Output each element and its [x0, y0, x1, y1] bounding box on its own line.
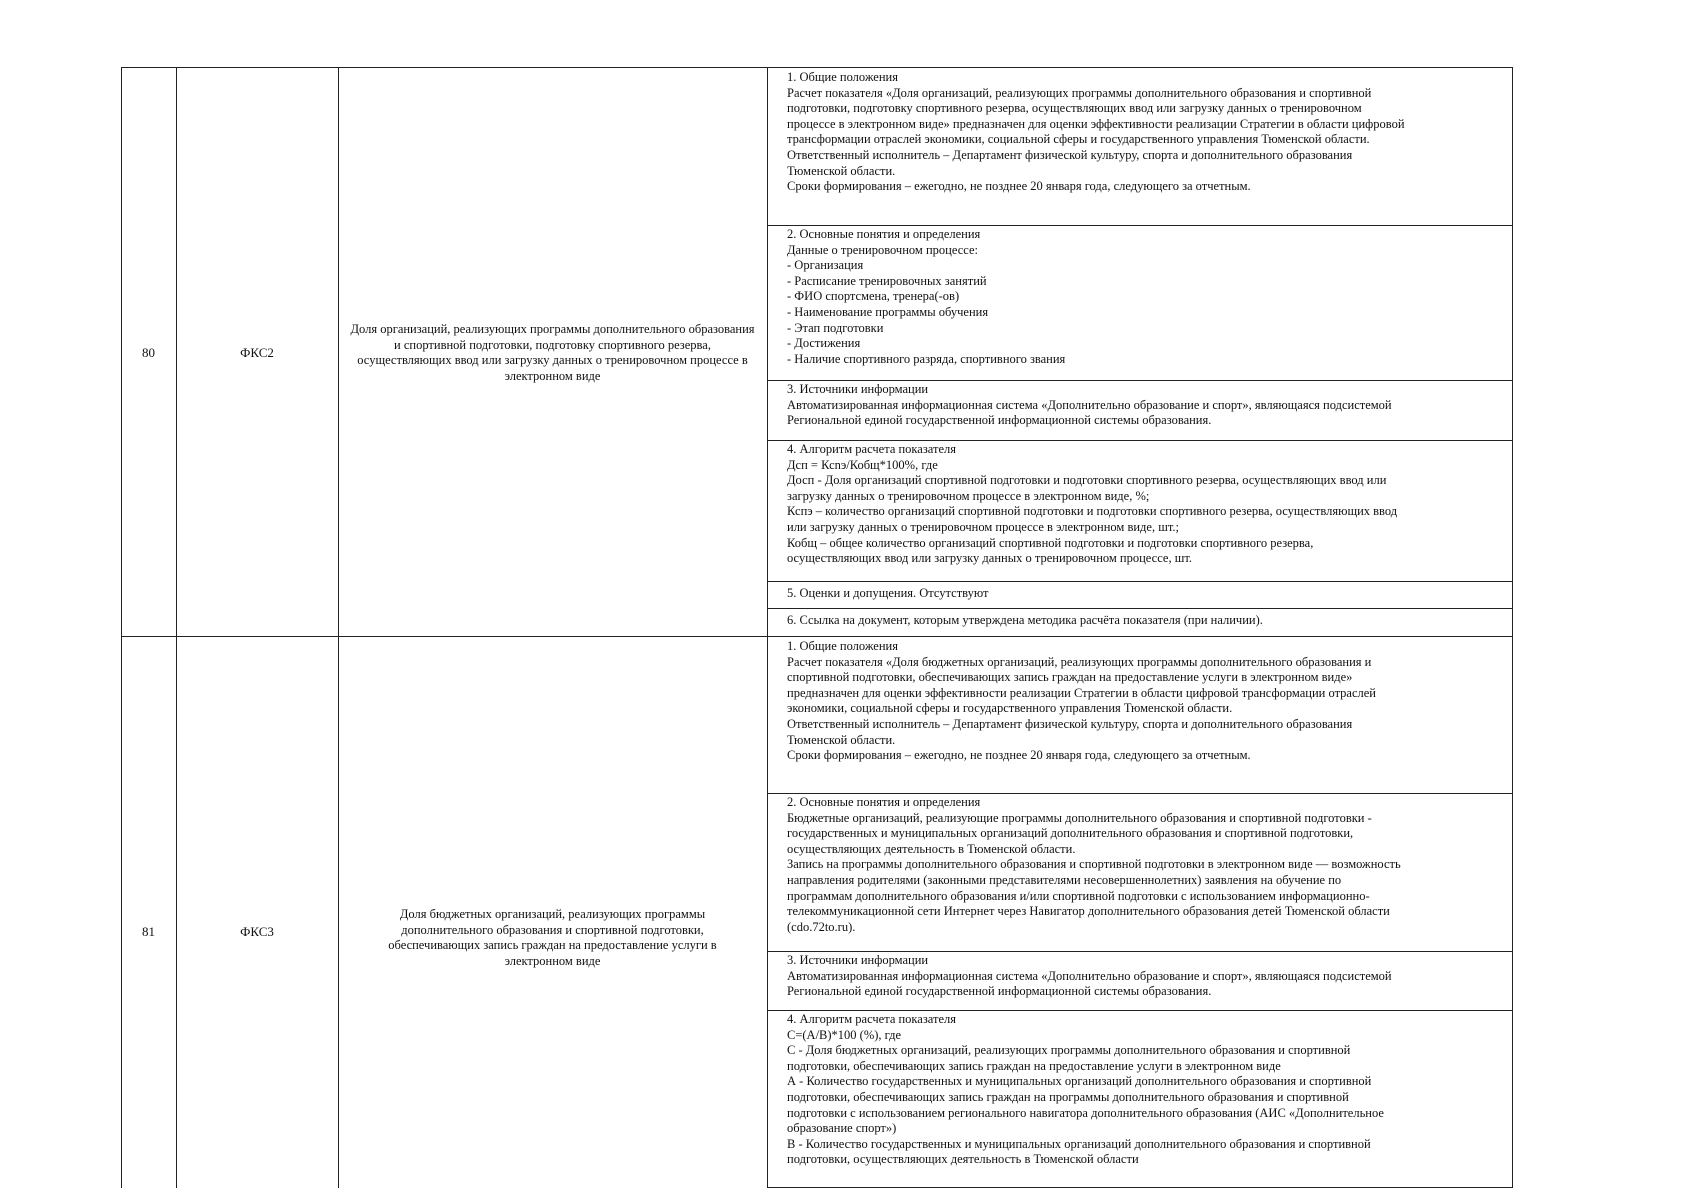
section-line: подготовки, подготовку спортивного резерва, осуществляющих ввод или загрузку данных о тренировочном — [787, 101, 1362, 116]
section-line: Сроки формирования – ежегодно, не позднее 20 января года, следующего за отчетным. — [787, 179, 1251, 194]
section-line: 3. Источники информации — [787, 953, 929, 967]
section-line: экономики, социальной сферы и государственного управления Тюменской области. — [787, 701, 1233, 716]
section-line: Автоматизированная информационная система «Дополнительно образование и спорт», являющаяся подсистемой — [787, 968, 1392, 983]
section-line: телекоммуникационной сети Интернет через Навигатор дополнительного образования детей Тюменской области — [787, 904, 1390, 919]
section-line: - Наименование программы обучения — [787, 304, 989, 319]
section-divider — [767, 380, 1513, 381]
section-line: программам дополнительного образования и/или спортивной подготовки с использованием информационно- — [787, 888, 1370, 903]
section-line: 5. Оценки и допущения. Отсутствуют — [787, 586, 989, 600]
section-line: 3. Источники информации — [787, 382, 929, 396]
section-line: подготовки, обеспечивающих запись граждан на программы дополнительного образования и спортивной — [787, 1089, 1349, 1104]
method-section-algorithm — [787, 1012, 1512, 1168]
section-line: 2. Основные понятия и определения — [787, 795, 981, 809]
table-bottom-border-right — [767, 1187, 1513, 1188]
section-line: Расчет показателя «Доля организаций, реализующих программы дополнительного образования и спортивной — [787, 85, 1372, 100]
method-section-sources — [787, 382, 1512, 429]
section-divider — [767, 581, 1513, 582]
table-left-border — [121, 67, 122, 1188]
section-line: образование спорт») — [787, 1121, 897, 1136]
method-section-definitions — [787, 795, 1512, 935]
method-section-general — [787, 639, 1512, 764]
row-number: 80 — [142, 345, 155, 360]
section-line: - Наличие спортивного разряда, спортивного звания — [787, 351, 1066, 366]
section-divider — [767, 951, 1513, 952]
section-line: загрузку данных о тренировочном процессе в электронном виде, %; — [787, 488, 1150, 503]
section-line: В - Количество государственных и муниципальных организаций дополнительного образования и спортивной — [787, 1136, 1371, 1151]
section-line: 6. Ссылка на документ, которым утверждена методика расчёта показателя (при наличии). — [787, 613, 1263, 627]
section-line: 1. Общие положения — [787, 70, 898, 84]
section-line: предназначен для оценки эффективности реализации Стратегии в области цифровой трансформации отраслей — [787, 685, 1377, 700]
section-divider — [767, 793, 1513, 794]
indicator-name: Доля бюджетных организаций, реализующих программы дополнительного образования и спортивной подготовки, обеспечивающих запись граждан на предоставление услуги в электронном виде — [388, 907, 717, 968]
section-line: - ФИО спортсмена, тренера(-ов) — [787, 289, 960, 304]
col-divider-name-method — [767, 67, 768, 1188]
section-line: Дсп = Ксnэ/Кобщ*100%, где — [787, 457, 938, 472]
row-number: 81 — [142, 924, 155, 939]
section-line: 1. Общие положения — [787, 639, 898, 653]
table-top-border — [121, 67, 1513, 68]
section-line: или загрузку данных о тренировочном процессе в электронном виде, шт.; — [787, 519, 1179, 534]
section-line: Запись на программы дополнительного образования и спортивной подготовки в электронном виде — возможность — [787, 857, 1401, 872]
indicator-code: ФКС3 — [240, 924, 274, 939]
section-line: государственных и муниципальных организаций дополнительного образования и спортивной подготовки, — [787, 826, 1354, 841]
section-line: процессе в электронном виде» предназначен для оценки эффективности реализации Стратегии в области цифровой — [787, 116, 1405, 131]
section-line: Автоматизированная информационная система «Дополнительно образование и спорт», являющаяся подсистемой — [787, 397, 1392, 412]
section-line: подготовки с использованием регионального навигатора дополнительного образования (АИС «Дополнительное — [787, 1105, 1384, 1120]
section-line: осуществляющих ввод или загрузку данных о тренировочном процессе, шт. — [787, 551, 1192, 566]
section-divider — [767, 440, 1513, 441]
section-line: С - Доля бюджетных организаций, реализующих программы дополнительного образования и спортивной — [787, 1043, 1351, 1058]
section-line: Ответственный исполнитель – Департамент физической культуру, спорта и дополнительного образования — [787, 147, 1353, 162]
table-right-border — [1512, 67, 1513, 1188]
section-line: трансформации отраслей экономики, социальной сферы и государственного управления Тюменской области. — [787, 132, 1370, 147]
section-line: - Расписание тренировочных занятий — [787, 273, 987, 288]
section-line: Данные о тренировочном процессе: — [787, 242, 978, 257]
col-divider-code-name — [338, 67, 339, 1188]
method-section-definitions — [787, 227, 1512, 367]
section-line: Тюменской области. — [787, 732, 896, 747]
section-line: Кспэ – количество организаций спортивной подготовки и подготовки спортивного резерва, осуществляющих ввод — [787, 504, 1398, 519]
section-line: С=(А/В)*100 (%), где — [787, 1027, 902, 1042]
section-line: осуществляющих деятельность в Тюменской области. — [787, 841, 1076, 856]
row-divider-80-81 — [121, 636, 1513, 637]
section-line: Сроки формирования – ежегодно, не позднее 20 января года, следующего за отчетным. — [787, 748, 1251, 763]
section-line: спортивной подготовки, обеспечивающих запись граждан на предоставление услуги в электронном виде» — [787, 670, 1353, 685]
section-line: подготовки, осуществляющих деятельность в Тюменской области — [787, 1152, 1139, 1167]
section-divider — [767, 225, 1513, 226]
section-line: (cdo.72to.ru). — [787, 919, 856, 934]
col-divider-number-code — [176, 67, 177, 1188]
section-line: Досп - Доля организаций спортивной подготовки и подготовки спортивного резерва, осуществляющих ввод или — [787, 473, 1387, 488]
method-section-general — [787, 70, 1512, 195]
method-section-sources — [787, 953, 1512, 1000]
section-line: Расчет показателя «Доля бюджетных организаций, реализующих программы дополнительного образования и — [787, 654, 1372, 669]
section-line: 4. Алгоритм расчета показателя — [787, 1012, 957, 1026]
method-section-algorithm — [787, 442, 1512, 567]
section-line: Региональной единой государственной информационной системы образования. — [787, 413, 1212, 428]
indicator-code: ФКС2 — [240, 345, 274, 360]
section-line: Региональной единой государственной информационной системы образования. — [787, 984, 1212, 999]
section-line: - Этап подготовки — [787, 320, 884, 335]
indicator-name: Доля организаций, реализующих программы дополнительного образования и спортивной подготовки, подготовку спортивного резерва, осуществляющих ввод или загрузку данных о тренировочном процессе в электронном виде — [350, 322, 755, 383]
section-line: направления родителями (законными представителями несовершеннолетних) заявления на обучение по — [787, 872, 1342, 887]
section-line: 2. Основные понятия и определения — [787, 227, 981, 241]
section-line: Тюменской области. — [787, 163, 896, 178]
method-section-reference — [787, 613, 1512, 629]
section-line: - Достижения — [787, 336, 861, 351]
section-line: А - Количество государственных и муниципальных организаций дополнительного образования и спортивной — [787, 1074, 1372, 1089]
section-line: - Организация — [787, 258, 864, 273]
section-divider — [767, 608, 1513, 609]
section-line: подготовки, обеспечивающих запись граждан на предоставление услуги в электронном виде — [787, 1058, 1281, 1073]
method-section-assumptions — [787, 586, 1512, 602]
section-line: Бюджетные организаций, реализующие программы дополнительного образования и спортивной подготовки - — [787, 810, 1372, 825]
section-line: Кобщ – общее количество организаций спортивной подготовки и подготовки спортивного резерва, — [787, 535, 1314, 550]
section-line: 4. Алгоритм расчета показателя — [787, 442, 957, 456]
section-line: Ответственный исполнитель – Департамент физической культуру, спорта и дополнительного образования — [787, 716, 1353, 731]
section-divider — [767, 1010, 1513, 1011]
